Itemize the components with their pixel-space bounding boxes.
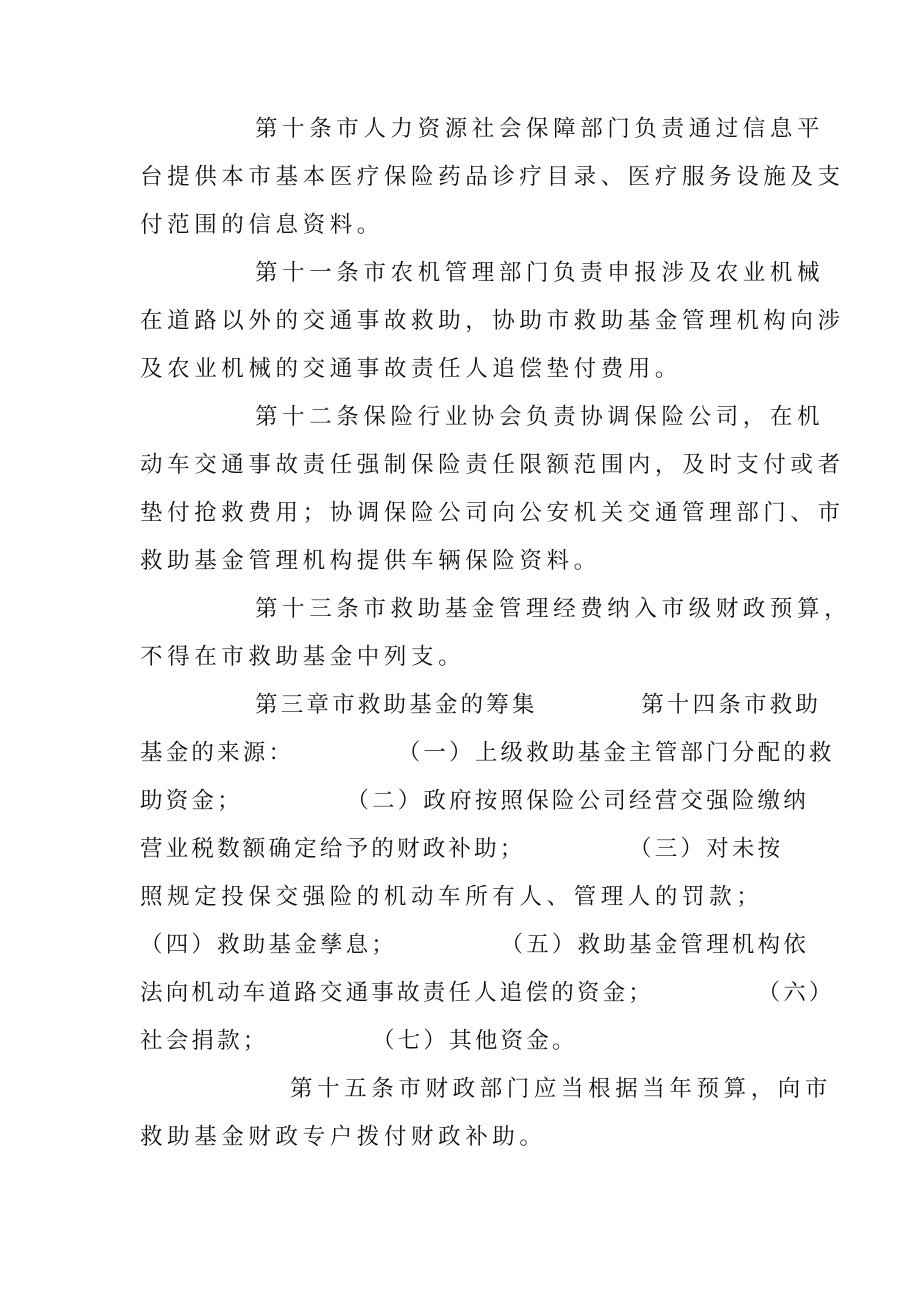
chapter-3-line-8: 社会捐款； （七）其他资金。 xyxy=(140,1028,578,1054)
article-12-line-4: 救助基金管理机构提供车辆保险资料。 xyxy=(140,548,601,574)
article-12-line-2: 动车交通事故责任强制保险责任限额范围内，及时支付或者 xyxy=(140,452,845,478)
article-11-line-1: 第十一条市农机管理部门负责申报涉及农业机械 xyxy=(255,260,825,286)
article-10-line-3: 付范围的信息资料。 xyxy=(140,212,384,238)
chapter-3-line-5: 照规定投保交强险的机动车所有人、管理人的罚款； xyxy=(140,884,764,910)
article-13-line-1: 第十三条市救助基金管理经费纳入市级财政预算， xyxy=(255,596,852,622)
chapter-3-line-2: 基金的来源： （一）上级救助基金主管部门分配的救 xyxy=(140,740,835,766)
article-15-line-1: 第十五条市财政部门应当根据当年预算，向市 xyxy=(290,1076,833,1102)
article-10-line-2: 台提供本市基本医疗保险药品诊疗目录、医疗服务设施及支 xyxy=(140,164,845,190)
article-12-line-1: 第十二条保险行业协会负责协调保险公司，在机 xyxy=(255,404,825,430)
article-11-line-2: 在道路以外的交通事故救助，协助市救助基金管理机构向涉 xyxy=(140,308,845,334)
article-13-line-2: 不得在市救助基金中列支。 xyxy=(140,644,466,670)
article-10-line-1: 第十条市人力资源社会保障部门负责通过信息平 xyxy=(255,116,825,142)
article-12-line-3: 垫付抢救费用；协调保险公司向公安机关交通管理部门、市 xyxy=(140,500,845,526)
article-11-line-3: 及农业机械的交通事故责任人追偿垫付费用。 xyxy=(140,356,683,382)
chapter-3-line-3: 助资金； （二）政府按照保险公司经营交强险缴纳 xyxy=(140,788,809,814)
chapter-3-line-4: 营业税数额确定给予的财政补助； （三）对未按 xyxy=(140,836,784,862)
chapter-3-line-6: （四）救助基金孳息； （五）救助基金管理机构依 xyxy=(140,932,809,958)
article-15-line-2: 救助基金财政专户拨付财政补助。 xyxy=(140,1124,547,1150)
chapter-3-line-1: 第三章市救助基金的筹集 第十四条市救助 xyxy=(255,692,822,718)
chapter-3-line-7: 法向机动车道路交通事故责任人追偿的资金； （六） xyxy=(140,980,835,1006)
